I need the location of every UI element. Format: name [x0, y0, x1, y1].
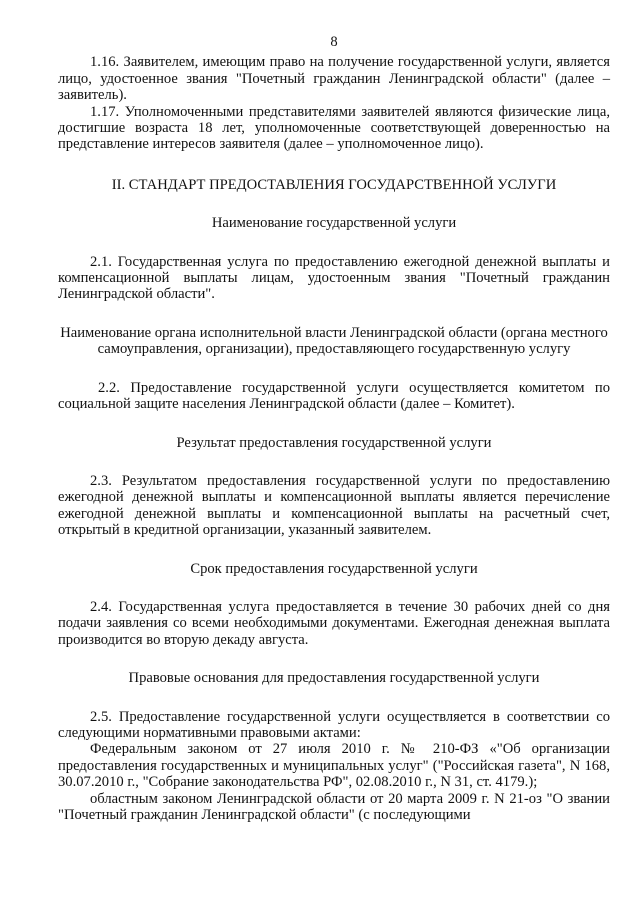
paragraph-federal-law: Федеральным законом от 27 июля 2010 г. № 210-ФЗ «"Об организации предоставления государственных и муниципальных услуг" ("Российская газета", N 168, 30.07.2010 г., "Собрание законодательства РФ", 02.08.2010 г., N 31, ст. 4179.); — [58, 741, 610, 791]
page-number: 8 — [330, 34, 338, 50]
document-page — [58, 34, 610, 823]
paragraph-regional-law: областным законом Ленинградской области от 20 марта 2009 г. N 21-оз "О звании "Почетный гражданин Ленинградской области" (с последующими — [58, 790, 610, 823]
paragraph-2-2: 2.2. Предоставление государственной услуги осуществляется комитетом по социальной защите населения Ленинградской области (далее – Комитет). — [58, 379, 610, 413]
section-heading: II. СТАНДАРТ ПРЕДОСТАВЛЕНИЯ ГОСУДАРСТВЕННОЙ УСЛУГИ — [111, 176, 557, 193]
heading-result: Результат предоставления государственной услуги — [176, 434, 492, 451]
paragraph-1-17: 1.17. Уполномоченными представителями заявителей являются физические лица, достигшие возраста 18 лет, уполномоченные соответствующей доверенностью на представление интересов заявителя (далее – уполномоченное лицо). — [58, 103, 610, 153]
heading-authority: Наименование органа исполнительной власти Ленинградской области (органа местного самоуправления, организации), предоставляющего государственную услугу — [60, 324, 608, 358]
heading-service-name: Наименование государственной услуги — [211, 215, 457, 232]
paragraph-2-5: 2.5. Предоставление государственной услуги осуществляется в соответствии со следующими нормативными правовыми актами: — [58, 708, 610, 741]
paragraph-2-1: 2.1. Государственная услуга по предоставлению ежегодной денежной выплаты и компенсационной выплаты лицам, удостоенным звания "Почетный гражданин Ленинградской области". — [58, 253, 610, 303]
paragraph-2-3: 2.3. Результатом предоставления государственной услуги по предоставлению ежегодной денежной выплаты и компенсационной выплаты является перечисление ежегодной денежной выплаты и компенсационной выплаты на расчетный счет, открытый в кредитной организации, указанный заявителем. — [58, 472, 610, 539]
heading-term: Срок предоставления государственной услуги — [190, 560, 478, 577]
heading-legal-basis: Правовые основания для предоставления государственной услуги — [128, 670, 540, 687]
paragraph-2-4: 2.4. Государственная услуга предоставляется в течение 30 рабочих дней со дня подачи заявления со всеми необходимыми документами. Ежегодная денежная выплата производится во вторую декаду августа. — [58, 598, 610, 648]
paragraph-1-16: 1.16. Заявителем, имеющим право на получение государственной услуги, является лицо, удостоенное звания "Почетный гражданин Ленинградской области" (далее – заявитель). — [58, 54, 610, 104]
